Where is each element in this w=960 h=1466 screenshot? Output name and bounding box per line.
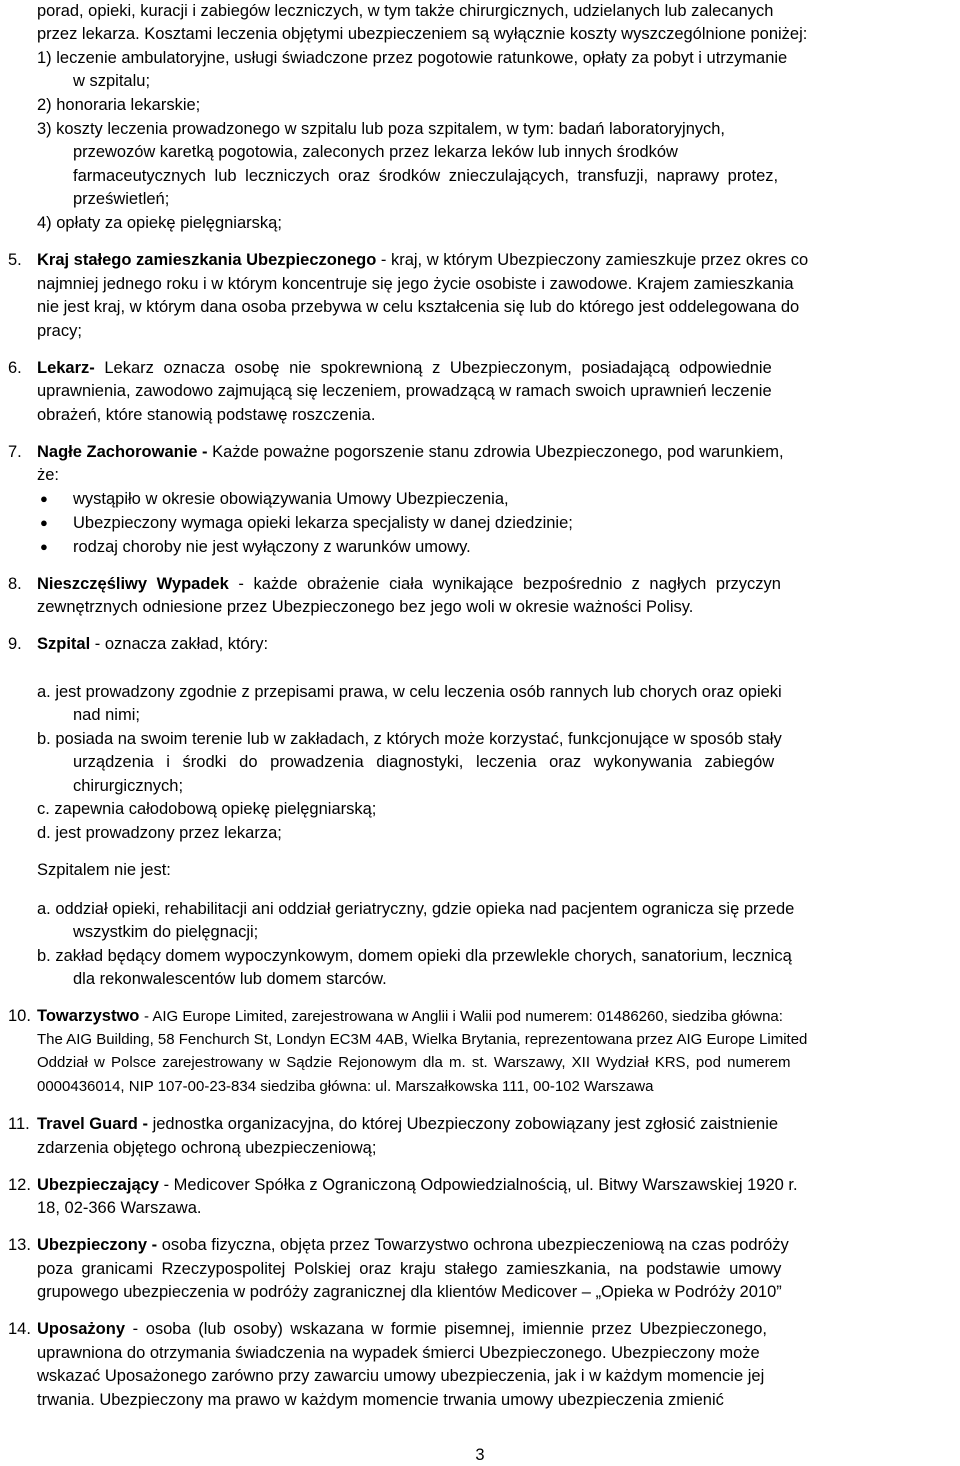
intro-line: przez lekarza. Kosztami leczenia objętymi ubezpieczeniem są wyłącznie koszty wyszczególnione poniżej: [37, 25, 808, 43]
section-number: 12. [8, 1176, 31, 1194]
definition-text: nie jest kraj, w którym dana osoba przebywa w celu kształcenia się lub do którego jest oddelegowana do [37, 298, 800, 316]
definition-14 [37, 1318, 767, 1340]
bullet-icon: ● [40, 491, 48, 506]
definition-text: osoba fizyczna, objęta przez Towarzystwo ochrona ubezpieczeniową na czas podróży [161, 1236, 789, 1254]
definition-12 [37, 1174, 798, 1196]
definition-text: - oznacza zakład, który: [94, 635, 269, 653]
definition-13 [37, 1234, 789, 1256]
definition-text: uprawnienia, zawodowo zajmującą się leczeniem, prowadzącą w ramach swoich uprawnień leczenie [37, 382, 772, 400]
term: Nagłe Zachorowanie - [37, 443, 208, 461]
list-item: b. posiada na swoim terenie lub w zakładach, z których może korzystać, funkcjonujące w sposób stały [37, 730, 782, 748]
definition-text: - Medicover Spółka z Ograniczoną Odpowiedzialnością, ul. Bitwy Warszawskiej 1920 r. [163, 1176, 798, 1194]
list-item-cont: urządzenia i środki do prowadzenia diagnostyki, leczenia oraz wykonywania zabiegów [73, 753, 775, 771]
definition-6 [37, 357, 772, 379]
definition-7 [37, 441, 784, 463]
list-item-cont: dla rekonwalescentów lub domem starców. [73, 970, 387, 988]
definition-text: grupowego ubezpieczenia w podróży zagranicznej dla klientów Medicover – „Opieka w Podróży 2010” [37, 1283, 782, 1301]
definition-text: jednostka organizacyjna, do której Ubezpieczony zobowiązany jest zgłosić zaistnienie [152, 1115, 779, 1133]
definition-text: Lekarz oznacza osobę nie spokrewnioną z Ubezpieczonym, posiadającą odpowiednie [104, 359, 772, 377]
definition-text: 18, 02-366 Warszawa. [37, 1199, 202, 1217]
definition-8 [37, 573, 781, 595]
definition-text: najmniej jednego roku i w którym koncentruje się jego życie osobiste i zawodowe. Krajem zamieszkania [37, 275, 794, 293]
definition-text: 0000436014, NIP 107-00-23-834 siedziba główna: ul. Marszałkowska 111, 00-102 Warszawa [37, 1078, 654, 1095]
term: Ubezpieczony - [37, 1236, 158, 1254]
term: Travel Guard - [37, 1115, 148, 1133]
term: Kraj stałego zamieszkania Ubezpieczonego [37, 251, 377, 269]
definition-text: uprawniona do otrzymania świadczenia na wypadek śmierci Ubezpieczonego. Ubezpieczony może [37, 1344, 760, 1362]
list-item: c. zapewnia całodobową opiekę pielęgniarską; [37, 800, 377, 818]
definition-text: poza granicami Rzeczypospolitej Polskiej oraz kraju stałego zamieszkania, na podstawie umowy [37, 1260, 782, 1278]
definition-text: że: [37, 466, 60, 484]
definition-5 [37, 249, 808, 271]
section-number: 9. [8, 635, 22, 653]
definition-text: - AIG Europe Limited, zarejestrowana w Anglii i Walii pod numerem: 01486260, siedziba główna: [143, 1008, 783, 1025]
intro-line: porad, opieki, kuracji i zabiegów leczniczych, w tym także chirurgicznych, udzielanych lub zalecanych [37, 2, 774, 20]
definition-text: - osoba (lub osoby) wskazana w formie pisemnej, imiennie przez Ubezpieczonego, [132, 1320, 767, 1338]
definition-text: Oddział w Polsce zarejestrowany w Sądzie Rejonowym dla m. st. Warszawy, XII Wydział KRS, pod numerem [37, 1054, 791, 1071]
definition-text: - każde obrażenie ciała wynikające bezpośrednio z nagłych przyczyn [238, 575, 781, 593]
intro-item-3-cont: przewozów karetką pogotowia, zaleconych przez lekarza leków lub innych środków [73, 143, 678, 161]
section-number: 11. [8, 1115, 30, 1133]
term: Towarzystwo [37, 1007, 140, 1025]
section-number: 5. [8, 251, 22, 269]
list-item: wystąpiło w okresie obowiązywania Umowy Ubezpieczenia, [73, 490, 509, 508]
definition-11 [37, 1113, 778, 1135]
definition-text: zdarzenia objętego ochroną ubezpieczeniową; [37, 1139, 377, 1157]
page-number: 3 [475, 1446, 485, 1464]
term: Nieszczęśliwy Wypadek [37, 575, 229, 593]
intro-item-2: 2) honoraria lekarskie; [37, 96, 201, 114]
bullet-icon: ● [40, 539, 48, 554]
subheading: Szpitalem nie jest: [37, 861, 171, 879]
section-number: 7. [8, 443, 22, 461]
list-item: a. oddział opieki, rehabilitacji ani oddział geriatryczny, gdzie opieka nad pacjentem ogranicza się przede [37, 900, 795, 918]
definition-text: pracy; [37, 322, 82, 340]
definition-9 [37, 633, 268, 655]
list-item-cont: nad nimi; [73, 706, 140, 724]
list-item: d. jest prowadzony przez lekarza; [37, 824, 282, 842]
section-number: 10. [8, 1007, 31, 1025]
definition-text: - kraj, w którym Ubezpieczony zamieszkuje przez okres co [380, 251, 809, 269]
intro-item-4: 4) opłaty za opiekę pielęgniarską; [37, 214, 282, 232]
term: Lekarz- [37, 359, 95, 377]
definition-text: The AIG Building, 58 Fenchurch St, Londyn EC3M 4AB, Wielka Brytania, reprezentowana przez AIG Europe Limited [37, 1031, 808, 1048]
section-number: 6. [8, 359, 22, 377]
definition-text: Każde poważne pogorszenie stanu zdrowia Ubezpieczonego, pod warunkiem, [212, 443, 784, 461]
list-item-cont: chirurgicznych; [73, 777, 184, 795]
list-item: rodzaj choroby nie jest wyłączony z warunków umowy. [73, 538, 471, 556]
intro-item-3-cont: farmaceutycznych lub leczniczych oraz środków znieczulających, transfuzji, naprawy protez, [73, 167, 779, 185]
term: Ubezpieczający [37, 1176, 159, 1194]
definition-10 [37, 1005, 783, 1028]
list-item: b. zakład będący domem wypoczynkowym, domem opieki dla przewlekle chorych, sanatorium, lecznicą [37, 947, 792, 965]
intro-item-1: 1) leczenie ambulatoryjne, usługi świadczone przez pogotowie ratunkowe, opłaty za pobyt i utrzymanie [37, 49, 788, 67]
intro-item-3: 3) koszty leczenia prowadzonego w szpitalu lub poza szpitalem, w tym: badań laboratoryjnych, [37, 120, 725, 138]
definition-text: wskazać Uposażonego zarówno przy zawarciu umowy ubezpieczenia, jak i w każdym momencie jej [37, 1367, 765, 1385]
section-number: 13. [8, 1236, 31, 1254]
intro-item-1-cont: w szpitalu; [73, 72, 151, 90]
list-item: Ubezpieczony wymaga opieki lekarza specjalisty w danej dziedzinie; [73, 514, 573, 532]
section-number: 8. [8, 575, 22, 593]
term: Szpital [37, 635, 91, 653]
list-item-cont: wszystkim do pielęgnacji; [73, 923, 259, 941]
section-number: 14. [8, 1320, 31, 1338]
term: Uposażony [37, 1320, 126, 1338]
definition-text: trwania. Ubezpieczony ma prawo w każdym momencie trwania umowy ubezpieczenia zmienić [37, 1391, 724, 1409]
bullet-icon: ● [40, 515, 48, 530]
list-item: a. jest prowadzony zgodnie z przepisami prawa, w celu leczenia osób rannych lub chorych oraz opieki [37, 683, 782, 701]
definition-text: obrażeń, które stanowią podstawę roszczenia. [37, 406, 376, 424]
intro-item-3-cont: prześwietleń; [73, 190, 170, 208]
definition-text: zewnętrznych odniesione przez Ubezpieczonego bez jego woli w okresie ważności Polisy. [37, 598, 694, 616]
